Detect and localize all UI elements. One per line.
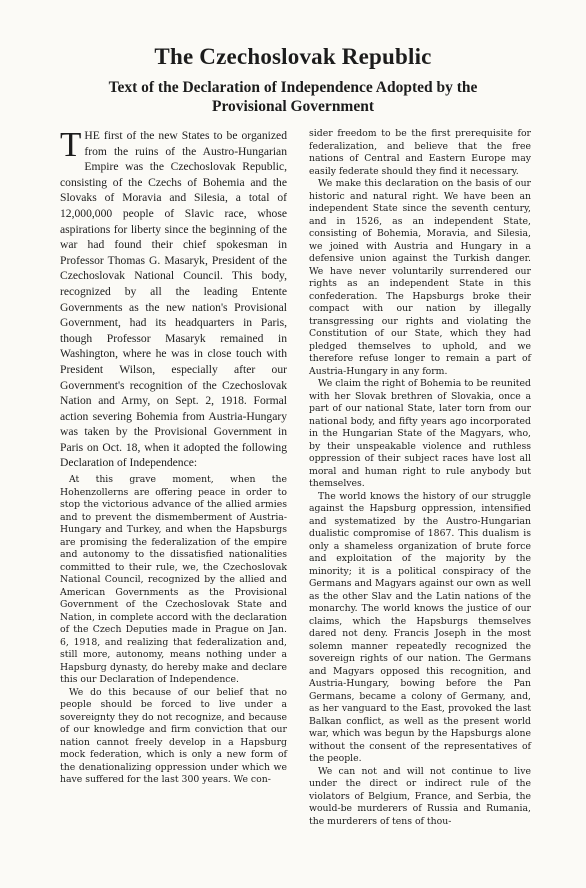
left-column bbox=[60, 125, 287, 787]
intro-text: HE first of the new States to be organized from the ruins of the Austro-Hungarian Empire was the Czechoslovak Republic, consisting of the Czechs of Bohemia and the Slovaks of Moravia and Silesia, a total of 12,000,000 people of Slavic race, whose aspirations for liberty since the beginning of the war had found their chief spokesman in Professor Thomas G. Masaryk, President of the Czechoslovak National Council. This body, recognized by all the leading Entente Governments as the new nation's Provisional Government, had its headquarters in Paris, though Professor Masaryk remained in Washington, where he was in close touch with President Wilson, especially after our Government's recognition of the Czechoslovak Nation and Army, on Sept. 2, 1918. Formal action severing Bohemia from Austria-Hungary was taken by the Provisional Government in Paris on Oct. 18, when it adopted the following Declaration of Independence: bbox=[60, 129, 287, 470]
article-subtitle: Text of the Declaration of Independence Adopted by the Provisional Government bbox=[108, 79, 478, 115]
article-title: The Czechoslovak Republic bbox=[154, 44, 432, 69]
declaration-paragraph-5: The world knows the history of our struggle against the Hapsburg oppression, intensified and systematized by the Austro-Hungarian dualistic compromise of 1867. This dualism is only a shameless organization of brute force and exploitation of the majority by the minority; it is a political conspiracy of the Germans and Magyars against our own as well as the other Slav and the Latin nations of the monarchy. The world knows the justice of our claims, which the Hapsburgs themselves dared not deny. Francis Joseph in the most solemn manner repeatedly recognized the sovereign rights of our nation. The Germans and Magyars opposed this recognition, and Austria-Hungary, bowing before the Pan Germans, became a colony of Germany, and, as her vanguard to the East, provoked the last Balkan conflict, as well as the present world war, which was begun by the Hapsburgs alone without the consent of the representatives of the people. bbox=[309, 490, 531, 764]
declaration-paragraph-6: We can not and will not continue to live under the direct or indirect rule of the violators of Belgium, France, and Serbia, the would-be murderers of Russia and Rumania, the murderers of tens of thou- bbox=[309, 765, 531, 827]
declaration-paragraph-1: At this grave moment, when the Hohenzollerns are offering peace in order to stop the victorious advance of the allied armies and to prevent the dismemberment of Austria-Hungary and Turkey, and when the Hapsburgs are promising the federalization of the empire and autonomy to the dissatisfied nationalities committed to their rule, we, the Czechoslovak National Council, recognized by the allied and American Governments as the Provisional Government of the Czechoslovak State and Nation, in complete accord with the declaration of the Czech Deputies made in Prague on Jan. 6, 1918, and realizing that federalization and, still more, autonomy, means nothing under a Hapsburg dynasty, do hereby make and declare this our Declaration of Independence. bbox=[60, 474, 287, 686]
right-column bbox=[309, 128, 531, 828]
declaration-paragraph-3: We make this declaration on the basis of our historic and natural right. We have been an independent State since the seventh century, and in 1526, as an independent State, consisting of Bohemia, Moravia, and Silesia, we joined with Austria and Hungary in a defensive union against the Turkish danger. We have never voluntarily surrendered our rights as an independent State in this confederation. The Hapsburgs broke their compact with our nation by illegally transgressing our rights and violating the Constitution of our State, which they had pledged themselves to uphold, and we therefore refuse longer to remain a part of Austria-Hungary in any form. bbox=[309, 178, 531, 377]
declaration-paragraph-4: We claim the right of Bohemia to be reunited with her Slovak brethren of Slovakia, once a part of our national State, later torn from our national body, and fifty years ago incorporated in the Hungarian State of the Magyars, who, by their unspeakable violence and ruthless oppression of their subject races have lost all moral and human right to rule anybody but themselves. bbox=[309, 378, 531, 489]
declaration-paragraph-2b: sider freedom to be the first prerequisite for federalization, and believe that the free nations of Central and Eastern Europe may easily federate should they find it necessary. bbox=[309, 128, 531, 177]
intro-paragraph bbox=[60, 125, 287, 471]
declaration-paragraph-2a: We do this because of our belief that no people should be forced to live under a sovereignty they do not recognize, and because of our knowledge and firm conviction that our nation cannot freely develop in a Hapsburg mock federation, which is only a new form of the denationalizing oppression under which we have suffered for the last 300 years. We con- bbox=[60, 686, 287, 786]
drop-cap: T bbox=[60, 125, 82, 164]
